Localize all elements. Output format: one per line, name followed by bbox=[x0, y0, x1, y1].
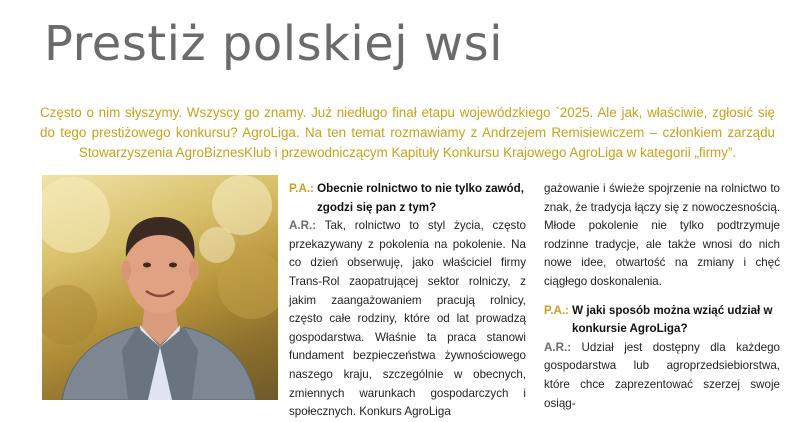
interviewee-label: A.R.: bbox=[544, 340, 572, 354]
interviewee-label: A.R.: bbox=[289, 219, 317, 233]
portrait-photo bbox=[42, 175, 278, 400]
question-1-text: Obecnie rolnictwo to nie tylko zawód, zgodzi się pan z tym? bbox=[317, 182, 524, 214]
answer-1-continued: gażowanie i świeże spojrzenie na rolnictwo to znak, że tradycja łączy się z nowoczesnością. Młode pokolenie nie tylko podtrzymuje rodzinne tradycje, ale także wnosi do nich nowe idee, otwartość na zmiany i chęć ciągłego doskonalenia. bbox=[544, 182, 780, 288]
interviewer-label: P.A.: bbox=[544, 303, 569, 317]
question-1 bbox=[289, 180, 526, 217]
interviewer-label: P.A.: bbox=[289, 182, 314, 195]
answer-1 bbox=[289, 217, 526, 422]
article-title: Prestiż polskiej wsi bbox=[44, 16, 503, 72]
question-2-text: W jaki sposób można wziąć udział w konkursie AgroLiga? bbox=[572, 303, 773, 336]
column-left bbox=[289, 180, 526, 422]
answer-2-text: Udział jest dostępny dla każdego gospodarstwa lub agroprzedsiebiorstwa, które chce zaprezentować szerzej swoje osiąg- bbox=[544, 340, 780, 410]
column-right bbox=[544, 180, 780, 413]
answer-2 bbox=[544, 339, 780, 413]
question-2 bbox=[544, 302, 780, 339]
article-lead: Często o nim słyszymy. Wszyscy go znamy. Już niedługo finał etapu wojewódzkiego `2025. Ale jak, właściwie, zgłosić się do tego prestiżowego konkursu? AgroLiga. Na ten temat rozmawiamy z Andrzejem Remisiewiczem – członkiem zarządu Stowarzyszenia AgroBiznesKlub i przewodniczącym Kapituły Konkursu Krajowego AgroLiga w kategorii „firmy”. bbox=[40, 105, 775, 160]
answer-1-text: Tak, rolnictwo to styl życia, często przekazywany z pokolenia na pokolenie. Na co dzień obserwuję, jako właściciel firmy Trans-Rol zaopatrującej sektor rolniczy, z jakim zaangażowaniem pracują rolnicy, często całe rodziny, które od lat prowadzą gospodarstwa. Właśnie ta praca stanowi fundament bezpieczeństwa żywnościowego naszego kraju, szczególnie w obecnych, zmiennych warunkach gospodarczych i społecznych. Konkurs AgroLiga bbox=[289, 219, 526, 419]
